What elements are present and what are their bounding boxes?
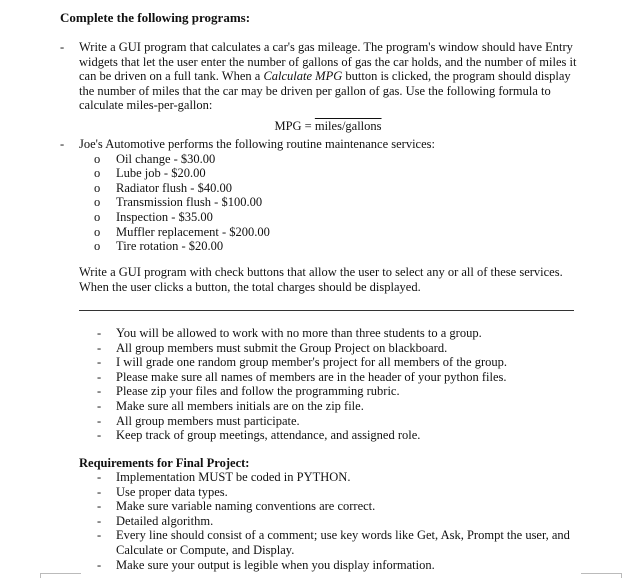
- dash-icon: -: [97, 398, 102, 413]
- requirements-list: [79, 470, 579, 572]
- task1-text-start: Write a GUI program that calculates a car's gas mileage. The program's window should have Entry widgets that let the user enter the number of gallons of gas the car holds, and the number of miles it can be driven on a full tank. When a: [79, 40, 577, 84]
- task2-intro: Joe's Automotive performs the following routine maintenance services:: [79, 137, 435, 151]
- rule-item-text: Keep track of group meetings, attendance, and assigned role.: [116, 428, 421, 443]
- task2-block: [79, 137, 577, 254]
- page-corner-right: [581, 573, 622, 578]
- service-item: [79, 166, 577, 181]
- rule-item: [79, 384, 559, 399]
- bullet-icon: o: [94, 180, 101, 195]
- requirements-title: Requirements for Final Project:: [79, 456, 250, 470]
- bullet-icon: o: [94, 166, 101, 181]
- task1-text: [79, 40, 577, 113]
- dash-icon: -: [97, 355, 102, 370]
- service-item: [79, 195, 577, 210]
- bullet-icon: o: [94, 224, 101, 239]
- task2-instructions: Write a GUI program with check buttons that allow the user to select any or all of these services. When the user clicks a button, the total charges should be displayed.: [79, 265, 563, 294]
- bullet-icon: o: [94, 209, 101, 224]
- dash-icon: -: [97, 384, 102, 399]
- horizontal-divider: [79, 310, 574, 311]
- service-item: [79, 152, 577, 167]
- service-item-text: Muffler replacement - $200.00: [116, 224, 270, 239]
- rule-item: [79, 428, 559, 443]
- dash-icon: -: [97, 513, 102, 528]
- dash-icon: -: [97, 340, 102, 355]
- group-rules-list: [79, 326, 559, 443]
- task1-dash: -: [60, 40, 65, 54]
- requirement-item: [79, 470, 579, 485]
- requirement-item: [79, 499, 579, 514]
- service-item-text: Transmission flush - $100.00: [116, 195, 263, 210]
- rule-item-text: Please make sure all names of members are in the header of your python files.: [116, 369, 507, 384]
- rule-item: [79, 399, 559, 414]
- formula-lhs: MPG =: [274, 118, 315, 133]
- rule-item: [79, 326, 559, 341]
- rule-item-text: I will grade one random group member's project for all members of the group.: [116, 355, 508, 370]
- dash-icon: -: [97, 470, 102, 484]
- requirement-item-text: Make sure variable naming conventions are correct.: [116, 499, 376, 514]
- page-corner-left: [40, 573, 81, 578]
- requirement-item-text: Every line should consist of a comment; use key words like Get, Ask, Prompt the user, and Calculate or Compute, and Display.: [116, 528, 570, 557]
- service-item-text: Radiator flush - $40.00: [116, 180, 232, 195]
- requirement-item-text: Implementation MUST be coded in PYTHON.: [116, 470, 351, 484]
- task1-button-name: Calculate MPG: [263, 69, 343, 84]
- rule-item: [79, 370, 559, 385]
- requirement-item-text: Detailed algorithm.: [116, 513, 214, 528]
- service-item-text: Inspection - $35.00: [116, 209, 213, 224]
- services-list: [79, 152, 577, 254]
- rule-item-text: All group members must participate.: [116, 413, 300, 428]
- task1-text-end: button is clicked, the program should display the number of miles that the car may be driven per gallon of gas. Use the following formula to calculate miles-per-gallon:: [79, 69, 571, 113]
- rule-item-text: All group members must submit the Group Project on blackboard.: [116, 340, 448, 355]
- bullet-icon: o: [94, 151, 101, 166]
- service-item: [79, 181, 577, 196]
- bullet-icon: o: [94, 195, 101, 210]
- dash-icon: -: [97, 484, 102, 499]
- formula-rhs: miles/gallons: [314, 118, 382, 133]
- rule-item: [79, 414, 559, 429]
- requirement-item-text: Use proper data types.: [116, 484, 228, 499]
- page-heading: Complete the following programs:: [60, 10, 251, 25]
- service-item: [79, 210, 577, 225]
- dash-icon: -: [97, 369, 102, 384]
- service-item-text: Tire rotation - $20.00: [116, 239, 224, 254]
- dash-icon: -: [97, 557, 102, 572]
- service-item: [79, 239, 577, 254]
- rule-item-text: You will be allowed to work with no more than three students to a group.: [116, 326, 482, 340]
- requirement-item-text: Make sure your output is legible when you display information.: [116, 557, 435, 572]
- requirement-item: [79, 528, 579, 557]
- dash-icon: -: [97, 413, 102, 428]
- dash-icon: -: [97, 499, 102, 514]
- requirement-item: [79, 558, 579, 573]
- service-item-text: Oil change - $30.00: [116, 151, 216, 166]
- task2-dash: -: [60, 137, 65, 151]
- rule-item-text: Please zip your files and follow the programming rubric.: [116, 384, 400, 399]
- service-item-text: Lube job - $20.00: [116, 166, 206, 181]
- requirement-item: [79, 485, 579, 500]
- rule-item-text: Make sure all members initials are on the zip file.: [116, 398, 364, 413]
- bullet-icon: o: [94, 239, 101, 254]
- requirement-item: [79, 514, 579, 529]
- rule-item: [79, 341, 559, 356]
- service-item: [79, 225, 577, 240]
- mpg-formula: [79, 119, 577, 134]
- dash-icon: -: [97, 428, 102, 443]
- task1-block: [79, 40, 577, 134]
- dash-icon: -: [97, 326, 102, 340]
- dash-icon: -: [97, 528, 102, 543]
- rule-item: [79, 355, 559, 370]
